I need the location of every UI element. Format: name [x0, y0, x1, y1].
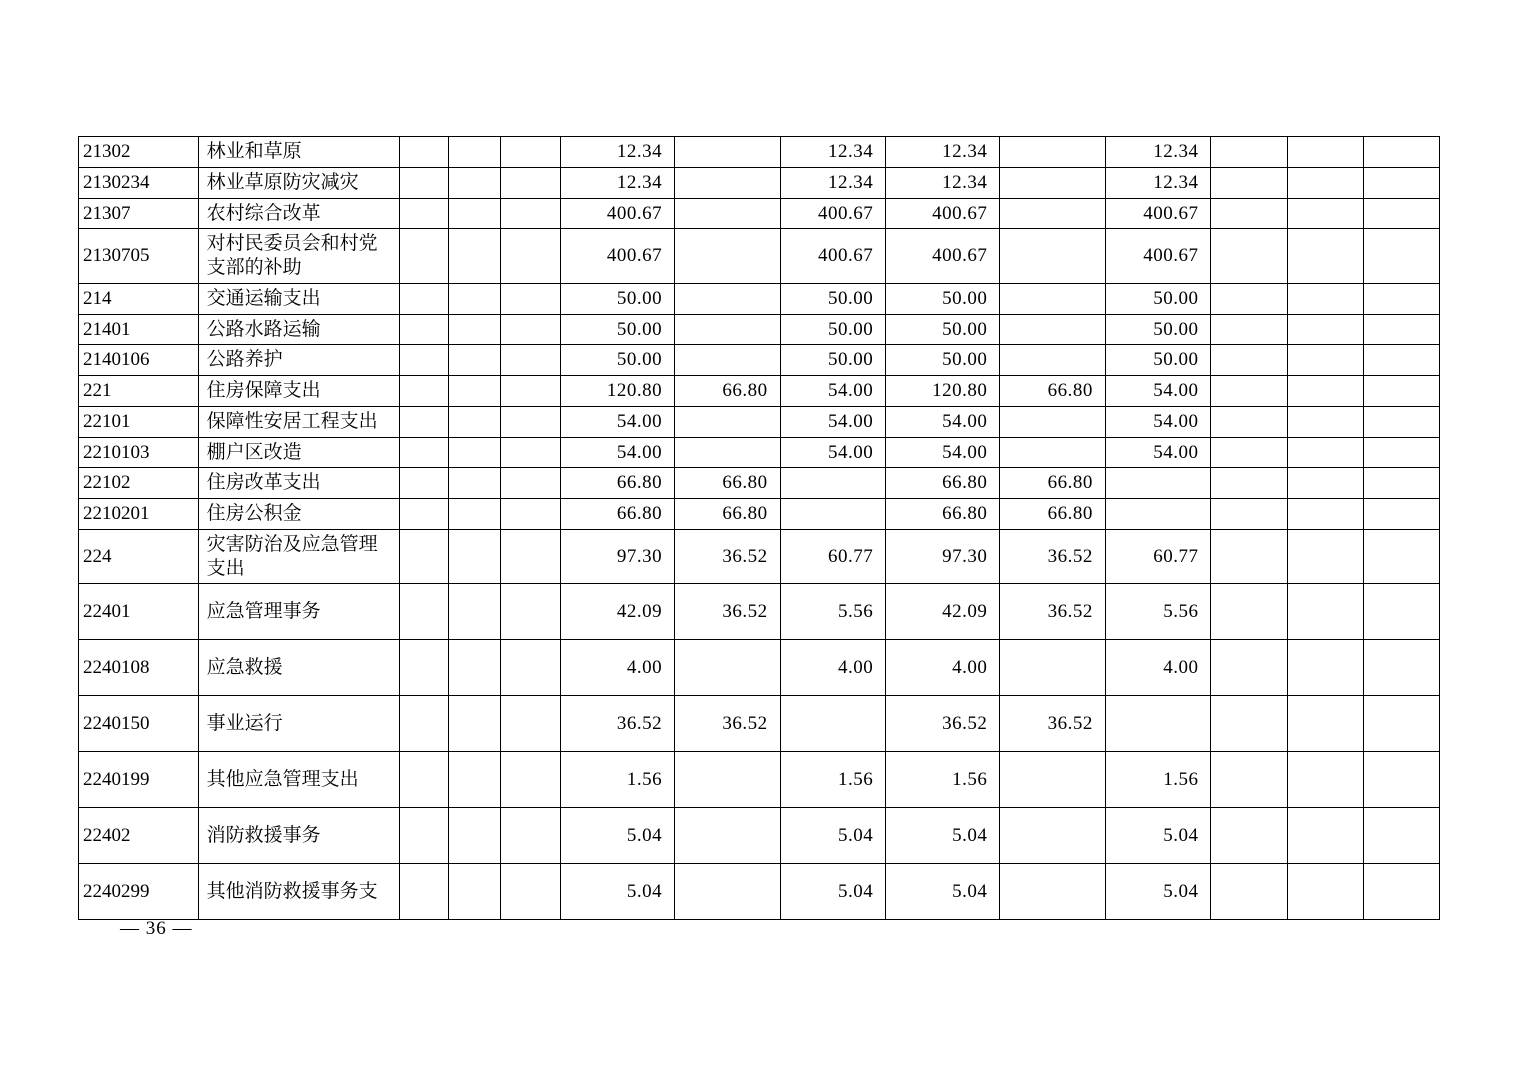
cell-value-5 [1000, 229, 1106, 284]
cell-value-3: 5.56 [780, 584, 886, 640]
cell-blank-5 [1287, 584, 1363, 640]
cell-blank-1 [399, 437, 448, 468]
cell-value-6: 54.00 [1105, 376, 1211, 407]
cell-blank-3 [501, 752, 561, 808]
cell-blank-1 [399, 314, 448, 345]
table-row [79, 640, 1440, 696]
cell-code: 2240108 [79, 640, 199, 696]
cell-value-2 [675, 437, 781, 468]
cell-value-4: 42.09 [886, 584, 1000, 640]
cell-value-6: 4.00 [1105, 640, 1211, 696]
cell-value-5 [1000, 314, 1106, 345]
cell-blank-5 [1287, 229, 1363, 284]
cell-blank-3 [501, 584, 561, 640]
cell-code: 221 [79, 376, 199, 407]
cell-name: 对村民委员会和村党支部的补助 [198, 229, 399, 284]
cell-blank-1 [399, 167, 448, 198]
cell-value-4: 36.52 [886, 696, 1000, 752]
cell-blank-6 [1363, 752, 1439, 808]
cell-code: 21302 [79, 137, 199, 168]
cell-blank-2 [448, 283, 500, 314]
cell-blank-5 [1287, 406, 1363, 437]
cell-value-2 [675, 345, 781, 376]
cell-value-6 [1105, 696, 1211, 752]
cell-code: 2130234 [79, 167, 199, 198]
cell-value-4: 66.80 [886, 499, 1000, 530]
cell-value-4: 5.04 [886, 808, 1000, 864]
cell-blank-2 [448, 752, 500, 808]
cell-code: 224 [79, 529, 199, 584]
cell-blank-3 [501, 499, 561, 530]
cell-value-2 [675, 640, 781, 696]
cell-value-5: 36.52 [1000, 584, 1106, 640]
cell-blank-2 [448, 640, 500, 696]
cell-blank-4 [1211, 167, 1287, 198]
cell-blank-1 [399, 752, 448, 808]
cell-value-2 [675, 283, 781, 314]
budget-expenditure-table [78, 136, 1440, 920]
cell-value-4: 120.80 [886, 376, 1000, 407]
cell-value-6: 5.04 [1105, 864, 1211, 920]
cell-blank-6 [1363, 584, 1439, 640]
cell-blank-4 [1211, 137, 1287, 168]
cell-value-2 [675, 198, 781, 229]
cell-name: 灾害防治及应急管理支出 [198, 529, 399, 584]
cell-blank-6 [1363, 696, 1439, 752]
cell-blank-5 [1287, 808, 1363, 864]
cell-blank-4 [1211, 468, 1287, 499]
cell-value-6: 54.00 [1105, 437, 1211, 468]
table-row [79, 406, 1440, 437]
cell-blank-2 [448, 808, 500, 864]
cell-name: 农村综合改革 [198, 198, 399, 229]
cell-value-4: 66.80 [886, 468, 1000, 499]
cell-blank-4 [1211, 345, 1287, 376]
cell-name: 棚户区改造 [198, 437, 399, 468]
cell-value-4: 12.34 [886, 137, 1000, 168]
cell-blank-3 [501, 468, 561, 499]
cell-value-3: 12.34 [780, 167, 886, 198]
cell-blank-6 [1363, 137, 1439, 168]
table-row [79, 167, 1440, 198]
cell-blank-3 [501, 640, 561, 696]
cell-value-2: 36.52 [675, 529, 781, 584]
cell-blank-3 [501, 696, 561, 752]
cell-blank-3 [501, 529, 561, 584]
cell-blank-5 [1287, 198, 1363, 229]
cell-blank-4 [1211, 808, 1287, 864]
cell-value-5 [1000, 640, 1106, 696]
table-row [79, 584, 1440, 640]
cell-value-3: 400.67 [780, 198, 886, 229]
cell-blank-2 [448, 229, 500, 284]
cell-value-1: 50.00 [560, 283, 674, 314]
cell-blank-6 [1363, 406, 1439, 437]
cell-blank-5 [1287, 640, 1363, 696]
cell-blank-3 [501, 314, 561, 345]
cell-value-3 [780, 696, 886, 752]
cell-blank-6 [1363, 468, 1439, 499]
cell-blank-5 [1287, 752, 1363, 808]
cell-code: 2140106 [79, 345, 199, 376]
cell-value-5: 66.80 [1000, 468, 1106, 499]
cell-name: 公路养护 [198, 345, 399, 376]
cell-value-5 [1000, 437, 1106, 468]
cell-blank-4 [1211, 283, 1287, 314]
cell-value-2 [675, 167, 781, 198]
cell-value-1: 400.67 [560, 198, 674, 229]
cell-blank-2 [448, 696, 500, 752]
table-row [79, 198, 1440, 229]
table-row [79, 137, 1440, 168]
table-row [79, 529, 1440, 584]
cell-blank-1 [399, 499, 448, 530]
cell-blank-4 [1211, 499, 1287, 530]
cell-value-3: 50.00 [780, 314, 886, 345]
cell-value-6: 50.00 [1105, 283, 1211, 314]
cell-blank-6 [1363, 345, 1439, 376]
cell-blank-6 [1363, 499, 1439, 530]
cell-blank-3 [501, 864, 561, 920]
cell-blank-5 [1287, 137, 1363, 168]
cell-code: 214 [79, 283, 199, 314]
cell-code: 22401 [79, 584, 199, 640]
cell-blank-5 [1287, 314, 1363, 345]
cell-blank-6 [1363, 198, 1439, 229]
cell-blank-2 [448, 437, 500, 468]
cell-value-5 [1000, 752, 1106, 808]
cell-blank-2 [448, 529, 500, 584]
cell-name: 住房改革支出 [198, 468, 399, 499]
cell-value-5 [1000, 406, 1106, 437]
cell-value-3: 50.00 [780, 283, 886, 314]
cell-value-2: 36.52 [675, 696, 781, 752]
cell-blank-1 [399, 864, 448, 920]
cell-blank-4 [1211, 229, 1287, 284]
cell-value-4: 400.67 [886, 229, 1000, 284]
cell-name: 消防救援事务 [198, 808, 399, 864]
cell-blank-6 [1363, 167, 1439, 198]
table-row [79, 864, 1440, 920]
cell-name: 保障性安居工程支出 [198, 406, 399, 437]
cell-blank-4 [1211, 314, 1287, 345]
cell-blank-4 [1211, 376, 1287, 407]
cell-code: 21401 [79, 314, 199, 345]
cell-value-5: 66.80 [1000, 376, 1106, 407]
cell-blank-6 [1363, 640, 1439, 696]
cell-value-1: 1.56 [560, 752, 674, 808]
cell-blank-5 [1287, 696, 1363, 752]
cell-value-1: 12.34 [560, 137, 674, 168]
cell-blank-1 [399, 345, 448, 376]
cell-blank-3 [501, 137, 561, 168]
cell-value-3: 5.04 [780, 808, 886, 864]
cell-blank-2 [448, 167, 500, 198]
cell-code: 22402 [79, 808, 199, 864]
cell-value-2 [675, 314, 781, 345]
cell-value-4: 1.56 [886, 752, 1000, 808]
table-row [79, 499, 1440, 530]
table-row [79, 468, 1440, 499]
cell-blank-4 [1211, 406, 1287, 437]
cell-value-4: 54.00 [886, 437, 1000, 468]
cell-blank-5 [1287, 468, 1363, 499]
cell-value-6: 5.56 [1105, 584, 1211, 640]
cell-blank-2 [448, 406, 500, 437]
cell-blank-6 [1363, 808, 1439, 864]
cell-value-6 [1105, 499, 1211, 530]
cell-blank-4 [1211, 640, 1287, 696]
cell-blank-4 [1211, 864, 1287, 920]
cell-blank-2 [448, 314, 500, 345]
cell-value-1: 5.04 [560, 808, 674, 864]
cell-value-3: 50.00 [780, 345, 886, 376]
cell-value-2 [675, 137, 781, 168]
cell-value-3: 5.04 [780, 864, 886, 920]
cell-blank-1 [399, 696, 448, 752]
cell-value-6: 50.00 [1105, 314, 1211, 345]
cell-blank-6 [1363, 864, 1439, 920]
cell-blank-3 [501, 345, 561, 376]
table-body [79, 137, 1440, 920]
cell-value-1: 42.09 [560, 584, 674, 640]
cell-blank-5 [1287, 499, 1363, 530]
cell-blank-5 [1287, 437, 1363, 468]
cell-blank-1 [399, 376, 448, 407]
table-row [79, 376, 1440, 407]
cell-blank-3 [501, 198, 561, 229]
cell-value-5 [1000, 345, 1106, 376]
table-row [79, 696, 1440, 752]
cell-name: 事业运行 [198, 696, 399, 752]
cell-value-6: 54.00 [1105, 406, 1211, 437]
cell-blank-1 [399, 529, 448, 584]
cell-blank-1 [399, 229, 448, 284]
cell-value-4: 4.00 [886, 640, 1000, 696]
table-row [79, 752, 1440, 808]
cell-blank-5 [1287, 345, 1363, 376]
cell-blank-1 [399, 137, 448, 168]
cell-value-1: 66.80 [560, 468, 674, 499]
cell-value-5 [1000, 283, 1106, 314]
cell-value-1: 50.00 [560, 314, 674, 345]
cell-value-3: 400.67 [780, 229, 886, 284]
cell-blank-1 [399, 198, 448, 229]
cell-blank-3 [501, 167, 561, 198]
cell-blank-6 [1363, 283, 1439, 314]
cell-name: 林业草原防灾减灾 [198, 167, 399, 198]
cell-value-5: 36.52 [1000, 696, 1106, 752]
cell-value-6: 5.04 [1105, 808, 1211, 864]
cell-value-6: 50.00 [1105, 345, 1211, 376]
cell-blank-4 [1211, 198, 1287, 229]
cell-value-3: 54.00 [780, 376, 886, 407]
cell-blank-4 [1211, 696, 1287, 752]
cell-blank-5 [1287, 283, 1363, 314]
cell-blank-6 [1363, 437, 1439, 468]
cell-value-3: 12.34 [780, 137, 886, 168]
cell-value-1: 54.00 [560, 406, 674, 437]
cell-value-2: 66.80 [675, 376, 781, 407]
cell-blank-5 [1287, 529, 1363, 584]
cell-blank-6 [1363, 376, 1439, 407]
cell-value-2: 36.52 [675, 584, 781, 640]
cell-value-3: 1.56 [780, 752, 886, 808]
cell-name: 应急管理事务 [198, 584, 399, 640]
cell-code: 2240299 [79, 864, 199, 920]
cell-value-4: 50.00 [886, 345, 1000, 376]
cell-blank-6 [1363, 229, 1439, 284]
cell-value-1: 400.67 [560, 229, 674, 284]
cell-code: 2240150 [79, 696, 199, 752]
table-row [79, 314, 1440, 345]
cell-value-3: 54.00 [780, 406, 886, 437]
cell-code: 2130705 [79, 229, 199, 284]
cell-name: 其他消防救援事务支 [198, 864, 399, 920]
cell-blank-6 [1363, 529, 1439, 584]
cell-code: 21307 [79, 198, 199, 229]
cell-value-4: 54.00 [886, 406, 1000, 437]
cell-blank-3 [501, 283, 561, 314]
cell-value-4: 50.00 [886, 314, 1000, 345]
cell-name: 住房公积金 [198, 499, 399, 530]
cell-value-3 [780, 499, 886, 530]
cell-value-1: 66.80 [560, 499, 674, 530]
cell-name: 其他应急管理支出 [198, 752, 399, 808]
cell-blank-3 [501, 376, 561, 407]
cell-value-5: 36.52 [1000, 529, 1106, 584]
cell-value-1: 36.52 [560, 696, 674, 752]
cell-blank-1 [399, 640, 448, 696]
cell-value-6: 400.67 [1105, 229, 1211, 284]
cell-value-6: 12.34 [1105, 137, 1211, 168]
table-row [79, 345, 1440, 376]
cell-value-2 [675, 229, 781, 284]
cell-blank-1 [399, 283, 448, 314]
cell-code: 22101 [79, 406, 199, 437]
cell-blank-4 [1211, 584, 1287, 640]
cell-name: 交通运输支出 [198, 283, 399, 314]
cell-blank-2 [448, 584, 500, 640]
cell-blank-5 [1287, 167, 1363, 198]
cell-value-5 [1000, 808, 1106, 864]
cell-blank-2 [448, 499, 500, 530]
table-row [79, 808, 1440, 864]
table-row [79, 437, 1440, 468]
cell-value-1: 50.00 [560, 345, 674, 376]
cell-value-4: 97.30 [886, 529, 1000, 584]
cell-blank-3 [501, 406, 561, 437]
cell-value-6 [1105, 468, 1211, 499]
cell-value-6: 12.34 [1105, 167, 1211, 198]
cell-value-4: 12.34 [886, 167, 1000, 198]
cell-value-3: 54.00 [780, 437, 886, 468]
cell-value-5 [1000, 137, 1106, 168]
cell-blank-4 [1211, 437, 1287, 468]
cell-value-2 [675, 808, 781, 864]
cell-value-6: 60.77 [1105, 529, 1211, 584]
cell-blank-4 [1211, 752, 1287, 808]
cell-blank-2 [448, 345, 500, 376]
cell-value-1: 120.80 [560, 376, 674, 407]
cell-name: 林业和草原 [198, 137, 399, 168]
cell-blank-2 [448, 198, 500, 229]
cell-value-2 [675, 406, 781, 437]
cell-code: 2210103 [79, 437, 199, 468]
cell-value-6: 400.67 [1105, 198, 1211, 229]
cell-blank-1 [399, 406, 448, 437]
cell-blank-5 [1287, 864, 1363, 920]
table-row [79, 283, 1440, 314]
cell-blank-1 [399, 584, 448, 640]
page-number: — 36 — [120, 918, 193, 939]
cell-value-1: 5.04 [560, 864, 674, 920]
cell-code: 2210201 [79, 499, 199, 530]
table-row [79, 229, 1440, 284]
cell-blank-2 [448, 468, 500, 499]
cell-blank-5 [1287, 376, 1363, 407]
cell-value-4: 400.67 [886, 198, 1000, 229]
cell-value-1: 4.00 [560, 640, 674, 696]
cell-blank-1 [399, 808, 448, 864]
cell-value-3: 4.00 [780, 640, 886, 696]
cell-name: 住房保障支出 [198, 376, 399, 407]
cell-blank-2 [448, 137, 500, 168]
cell-blank-3 [501, 437, 561, 468]
cell-value-2 [675, 752, 781, 808]
cell-value-1: 12.34 [560, 167, 674, 198]
cell-value-5 [1000, 167, 1106, 198]
cell-code: 22102 [79, 468, 199, 499]
cell-value-4: 5.04 [886, 864, 1000, 920]
cell-value-4: 50.00 [886, 283, 1000, 314]
cell-value-5 [1000, 198, 1106, 229]
cell-blank-6 [1363, 314, 1439, 345]
cell-value-2: 66.80 [675, 499, 781, 530]
cell-blank-4 [1211, 529, 1287, 584]
cell-blank-3 [501, 808, 561, 864]
cell-blank-1 [399, 468, 448, 499]
cell-value-3 [780, 468, 886, 499]
cell-value-5: 66.80 [1000, 499, 1106, 530]
cell-value-3: 60.77 [780, 529, 886, 584]
cell-code: 2240199 [79, 752, 199, 808]
cell-blank-3 [501, 229, 561, 284]
cell-value-2 [675, 864, 781, 920]
cell-blank-2 [448, 376, 500, 407]
cell-value-1: 97.30 [560, 529, 674, 584]
cell-blank-2 [448, 864, 500, 920]
cell-name: 应急救援 [198, 640, 399, 696]
cell-value-6: 1.56 [1105, 752, 1211, 808]
cell-value-1: 54.00 [560, 437, 674, 468]
cell-value-5 [1000, 864, 1106, 920]
cell-name: 公路水路运输 [198, 314, 399, 345]
cell-value-2: 66.80 [675, 468, 781, 499]
